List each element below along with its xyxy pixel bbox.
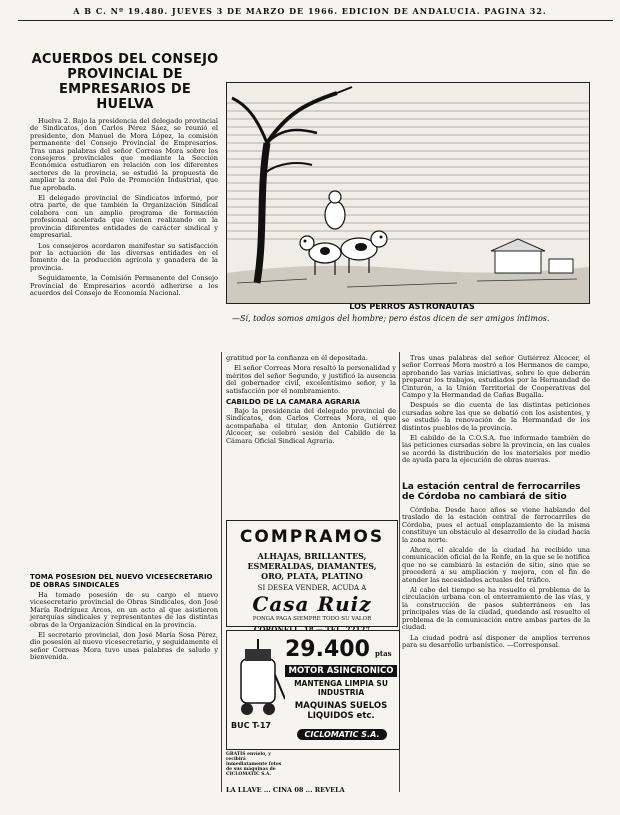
ad-line: ORO, PLATA, PLATINO [261,571,363,581]
photo-quote: —Sí, todos somos amigos del hombre; pero éstos dicen de ser amigos íntimos. [232,314,550,323]
price: 29.400 [285,637,370,662]
ad-model: BUC T-17 [231,721,271,730]
paragraph: Los consejeros acordaron manifestar su satisfacción por la actuación de las diversas entidades en el fomento de la producción agrícola y ganadera de la provincia. [30,241,218,272]
subheadline: TOMA POSESION DEL NUEVO VICESECRETARIO DE OBRAS SINDICALES [30,573,213,589]
paragraph: Córdoba. Desde hace años se viene hablando del traslado de la estación central de ferrocarriles de Córdoba, pues el actual emplazamiento de la misma constituye un obstáculo al desarrollo de la ciudad hacia la zona norte. [402,506,590,544]
paragraph: Seguidamente, la Comisión Permanente del Consejo Provincial de Empresarios acordó adherirse a los acuerdos del Consejo de Economía Nacional. [30,274,218,297]
paragraph: El delegado provincial de Sindicatos informó, por otra parte, de que también la Organización Sindical colabora con un amplio programa de formación profesional acelerada que vienen realizando en la provincia diferentes entidades de carácter sindical y empresarial. [30,194,218,240]
paragraph: gratitud por la confianza en él depositada. [226,354,368,362]
ad-line: MAQUINAS SUELOS LIQUIDOS etc. [294,701,388,721]
article-body [402,355,590,465]
currency: ptas [375,649,392,658]
ad-brand: CICLOMATIC S.A. [297,729,387,740]
paragraph: El cabildo de la C.O.S.A. fue informado también de las peticiones cursadas sobre la provincia, en las cuales se acordó la distribución de los materiales por medio de ayuda para la ejecución de obras nuevas. [402,434,590,465]
article-body [402,507,590,649]
ad-line: MANTENGA LIMPIA SU INDUSTRIA [294,679,388,697]
ad-motor [226,630,400,750]
ad-compramos [226,520,398,627]
header-rule [18,20,613,21]
photo-cartoon [226,82,590,304]
vacuum-machine-icon [231,639,285,719]
paragraph: El señor Correas Mora resaltó la personalidad y méritos del señor Segundo, y justificó la ausencia del gobernador civil, excelentísimo señor, y la satisfacción por el nombramiento. [226,364,396,395]
subheadline: CABILDO DE LA CAMARA AGRARIA [226,398,361,407]
paragraph: Ha tomado posesión de su cargo el nuevo vicesecretario provincial de Obras Sindicales, don José María Rodríguez Arcos, en un acto al que asistieron jerarquías sindicales y representantes de las distintas obras de la Organización Sindical en la provincia. [30,591,218,629]
ad-brand: Casa Ruiz [252,592,372,616]
article-headline: La estación central de ferrocarriles de Córdoba no cambiará de sitio [402,482,581,502]
column-rule [221,352,222,792]
paragraph: La ciudad podrá así disponer de amplios terrenos para su desarrollo urbanístico. —Corresponsal. [402,633,590,649]
article-body [30,592,218,665]
paragraph: El secretario provincial, don José María Sosa Pérez, dio posesión al nuevo vicesecretario, y seguidamente el señor Correas Mora tuvo unas palabras de saludo y bienvenida. [30,631,218,662]
paragraph: Tras unas palabras del señor Gutiérrez Alcocer, el señor Correas Mora mostró a los Hermanos de campo, aprobando las varias iniciativas, sobre lo que deberán preparar los trabajos, estudiados por la Hermandad de Cinturón, a la Unión Territorial de Cooperativas del Campo y la Hermandad de Cañas Bugalla. [402,354,590,400]
article-body [226,355,396,445]
paragraph: Huelva 2. Bajo la presidencia del delegado provincial de Sindicatos, don Carlos Pérez Sáez, se reunió el presidente, don Manuel de Mora López, la comisión permanente del Consejo Provincial de Empresarios. Tras unas palabras del señor Correas Mora sobre los consejeros provinciales que mediante la Sección Económica estudiaron en relación con los diferentes sectores de la provincia, se estudió la propuesta de ampliar la zona del Polo de Promoción Industrial, que fue aprobada. [30,117,218,192]
ad-line: PONGA PAGA SIEMPRE TODO SU VALOR [252,616,372,622]
paragraph: Bajo la presidencia del delegado provincial de Sindicatos, don Carlos Correas Mora, el que acompañaba el titular, don Antonio Gutiérrez Alcocer, se celebró sesión del Cabildo de la Cámara Oficial Sindical Agraria. [226,407,396,445]
price-block [285,637,397,662]
masthead: A B C. Nº 19.480. JUEVES 3 DE MARZO DE 1966. EDICION DE ANDALUCIA. PAGINA 32. [73,6,547,16]
article-headline: ACUERDOS DEL CONSEJO PROVINCIAL DE EMPRESARIOS DE HUELVA [31,52,219,112]
paragraph: Ahora, el alcalde de la ciudad ha recibido una comunicación oficial de la Renfe, en la que se le notifica que no se cambiará la estación de sitio, sino que se procederá a su ampliación y mejora, con el fin de atender las necesidades actuales del tráfico. [402,546,590,584]
ad-headline: COMPRAMOS [239,527,385,547]
ad-line: SI DESEA VENDER, ACUDA A [257,584,367,592]
paragraph: Al cabo del tiempo se ha resuelto el problema de la circulación urbana con el enterramiento de las vías, y la construcción de pasos subterráneos en las principales vías de la ciudad, quedando así resuelto el problema de la comunicación entre ambas partes de la ciudad. [402,586,590,632]
article-body [30,118,218,300]
footer-line: LA LLAVE ... CINA 08 ... REVELA [226,786,345,794]
ad-gratis: GRATIS envíelo, y recibirá inmediatamente fotos de sus máquinas de CICLOMATIC S.A. [226,752,282,777]
ad-line: ALHAJAS, BRILLANTES, [257,551,367,561]
ad-line: ESMERALDAS, DIAMANTES, [247,561,377,571]
photo-caption: LOS PERROS ASTRONAUTAS [349,302,475,311]
dogs-cartoon-illustration [227,83,589,303]
paragraph: Después se dio cuenta de las distintas peticiones cursadas sobre las que se debatió con los asistentes, y se estudió la renovación de la Hermandad de los distintos pueblos de la provincia. [402,401,590,432]
ad-banner: MOTOR ASINCRONICO [285,665,397,677]
